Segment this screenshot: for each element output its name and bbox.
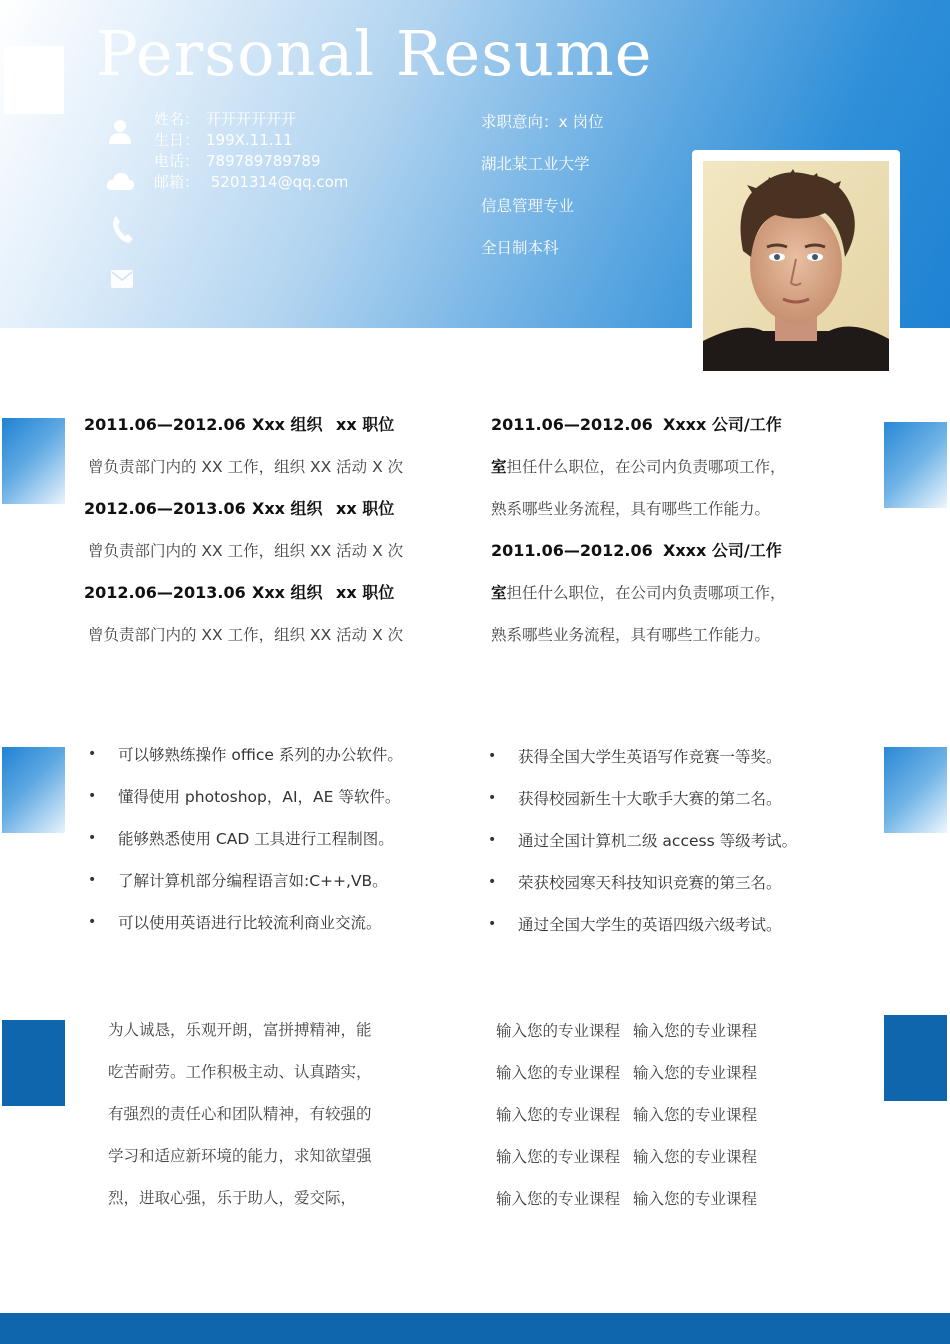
course-row: 输入您的专业课程 输入您的专业课程 [496, 1148, 758, 1166]
decor-block-right-3 [884, 1015, 947, 1101]
exp-left-1-header: 2011.06—2012.06 Xxx 组织 xx 职位 [84, 415, 395, 434]
person-icon [105, 118, 137, 146]
footer-bar [0, 1313, 950, 1344]
self-eval-line: 学习和适应新环境的能力，求知欲望强 [108, 1147, 372, 1165]
exp-left-3-header: 2012.06—2013.06 Xxx 组织 xx 职位 [84, 583, 395, 602]
decor-block-left-3 [2, 1020, 65, 1106]
career-info [481, 110, 604, 278]
course-row: 输入您的专业课程 输入您的专业课程 [496, 1106, 758, 1124]
cloud-icon [105, 168, 137, 196]
course-row: 输入您的专业课程 输入您的专业课程 [496, 1022, 758, 1040]
course-row: 输入您的专业课程 输入您的专业课程 [496, 1190, 758, 1208]
info-email: 邮箱： 5201314@qq.com [154, 173, 349, 191]
self-eval-line: 有强烈的责任心和团队精神，有较强的 [108, 1105, 372, 1123]
career-school: 湖北某工业大学 [481, 155, 590, 173]
work-experience [491, 413, 786, 665]
course-row: 输入您的专业课程 输入您的专业课程 [496, 1064, 758, 1082]
header-decor-square [4, 46, 64, 114]
self-evaluation [108, 1018, 372, 1228]
organization-experience [84, 413, 403, 665]
exp-right-1-header: 2011.06—2012.06 Xxxx 公司/工作 [491, 415, 782, 434]
info-name: 姓名： 开开开开开开 [154, 110, 297, 128]
exp-right-2-desc-2: 熟系哪些业务流程，具有哪些工作能力。 [491, 626, 771, 644]
profile-photo [703, 161, 889, 371]
photo-frame [692, 150, 900, 382]
self-eval-line: 为人诚恳，乐观开朗，富拼搏精神，能 [108, 1021, 372, 1039]
courses-list [496, 1019, 757, 1229]
decor-block-left-1 [2, 418, 65, 504]
exp-right-1-desc-2: 熟系哪些业务流程，具有哪些工作能力。 [491, 500, 771, 518]
exp-left-2-header: 2012.06—2013.06 Xxx 组织 xx 职位 [84, 499, 395, 518]
personal-info [154, 108, 348, 192]
phone-icon [105, 214, 137, 242]
exp-right-1-desc: 室担任什么职位，在公司内负责哪项工作， [491, 458, 786, 476]
mail-icon [105, 266, 137, 294]
exp-right-2-desc: 室担任什么职位，在公司内负责哪项工作， [491, 584, 786, 602]
self-eval-line: 吃苦耐劳。工作积极主动、认真踏实， [108, 1063, 372, 1081]
decor-block-right-2 [884, 747, 947, 833]
decor-block-left-2 [2, 747, 65, 833]
career-degree: 全日制本科 [481, 239, 559, 257]
exp-left-3-desc: 曾负责部门内的 XX 工作，组织 XX 活动 X 次 [88, 626, 404, 644]
exp-right-2-header: 2011.06—2012.06 Xxxx 公司/工作 [491, 541, 782, 560]
exp-left-2-desc: 曾负责部门内的 XX 工作，组织 XX 活动 X 次 [88, 542, 404, 560]
self-eval-line: 烈，进取心强，乐于助人，爱交际， [108, 1189, 357, 1207]
career-major: 信息管理专业 [481, 197, 575, 215]
decor-block-right-1 [884, 422, 947, 508]
info-phone: 电话： 789789789789 [154, 152, 321, 170]
exp-left-1-desc: 曾负责部门内的 XX 工作，组织 XX 活动 X 次 [88, 458, 404, 476]
career-objective: 求职意向：x 岗位 [481, 113, 604, 131]
resume-title: Personal Resume [96, 17, 653, 90]
info-birthday: 生日： 199X.11.11 [154, 131, 293, 149]
